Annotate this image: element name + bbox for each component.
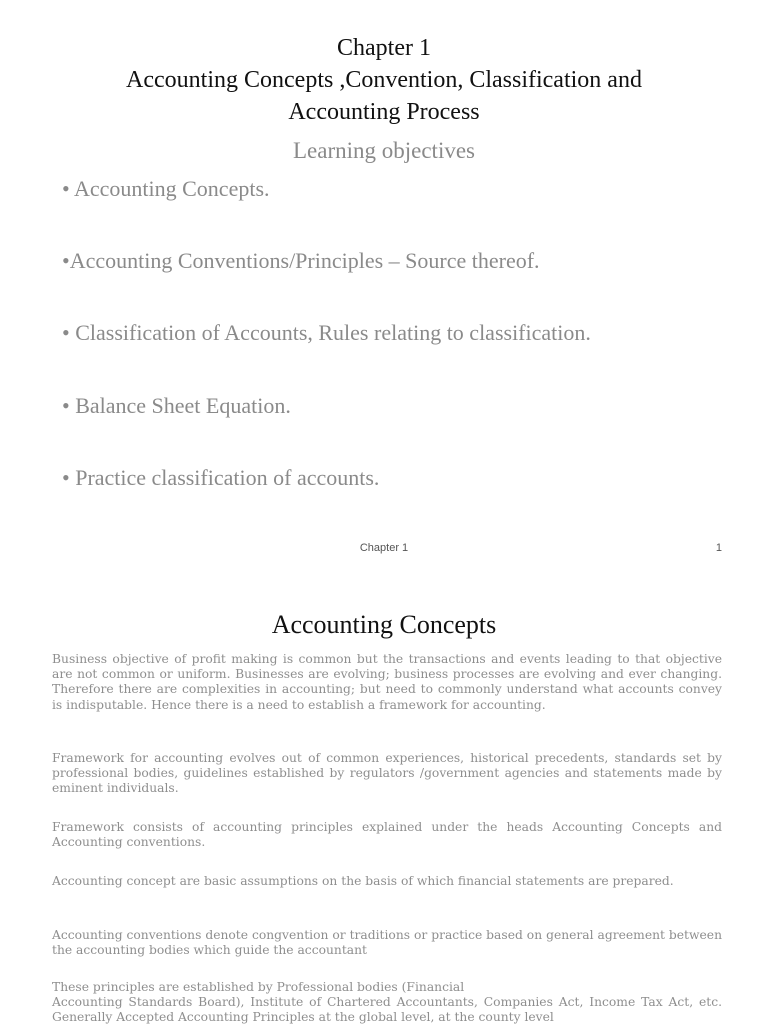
paragraph: Accounting conventions denote congvention or traditions or practice based on general agreement between the accounting bodies which guide the accountant bbox=[52, 928, 722, 958]
chapter-title: Chapter 1 bbox=[337, 35, 431, 61]
objective-item: •Accounting Conventions/Principles – Source thereof. bbox=[62, 248, 540, 273]
objective-item: • Balance Sheet Equation. bbox=[62, 393, 291, 418]
paragraph: These principles are established by Professional bodies (Financial bbox=[52, 980, 465, 994]
chapter-subtitle-line2: Accounting Process bbox=[288, 99, 480, 125]
learning-objectives-heading: Learning objectives bbox=[292, 138, 475, 163]
section-heading: Accounting Concepts bbox=[271, 610, 497, 639]
paragraph: Framework consists of accounting principles explained under the heads Accounting Concepts and Accounting conventions. bbox=[52, 820, 722, 850]
paragraph: Accounting concept are basic assumptions on the basis of which financial statements are prepared. bbox=[52, 874, 674, 888]
objective-item: • Accounting Concepts. bbox=[62, 176, 270, 201]
slide-footer: Chapter 1 bbox=[359, 542, 409, 554]
chapter-subtitle-line1: Accounting Concepts ,Convention, Classification and bbox=[126, 67, 642, 93]
page-number: 1 bbox=[715, 542, 722, 554]
paragraph: Framework for accounting evolves out of common experiences, historical precedents, standards set by professional bodies, guidelines established by regulators /government agencies and statements made by eminent individuals. bbox=[52, 751, 722, 796]
paragraph: Accounting Standards Board), Institute of Chartered Accountants, Companies Act, Income Tax Act, etc. Generally Accepted Accounting Principles at the global level, at the county level bbox=[52, 995, 722, 1024]
paragraph: Business objective of profit making is common but the transactions and events leading to that objective are not common or uniform. Businesses are evolving; business processes are evolving and ever changing. Therefore there are complexities in accounting; but need to commonly understand what accounts convey is indisputable. Hence there is a need to establish a framework for accounting. bbox=[52, 652, 722, 712]
objective-item: • Classification of Accounts, Rules relating to classification. bbox=[62, 320, 591, 345]
objective-item: • Practice classification of accounts. bbox=[62, 465, 380, 490]
slide-2 bbox=[0, 590, 768, 1024]
